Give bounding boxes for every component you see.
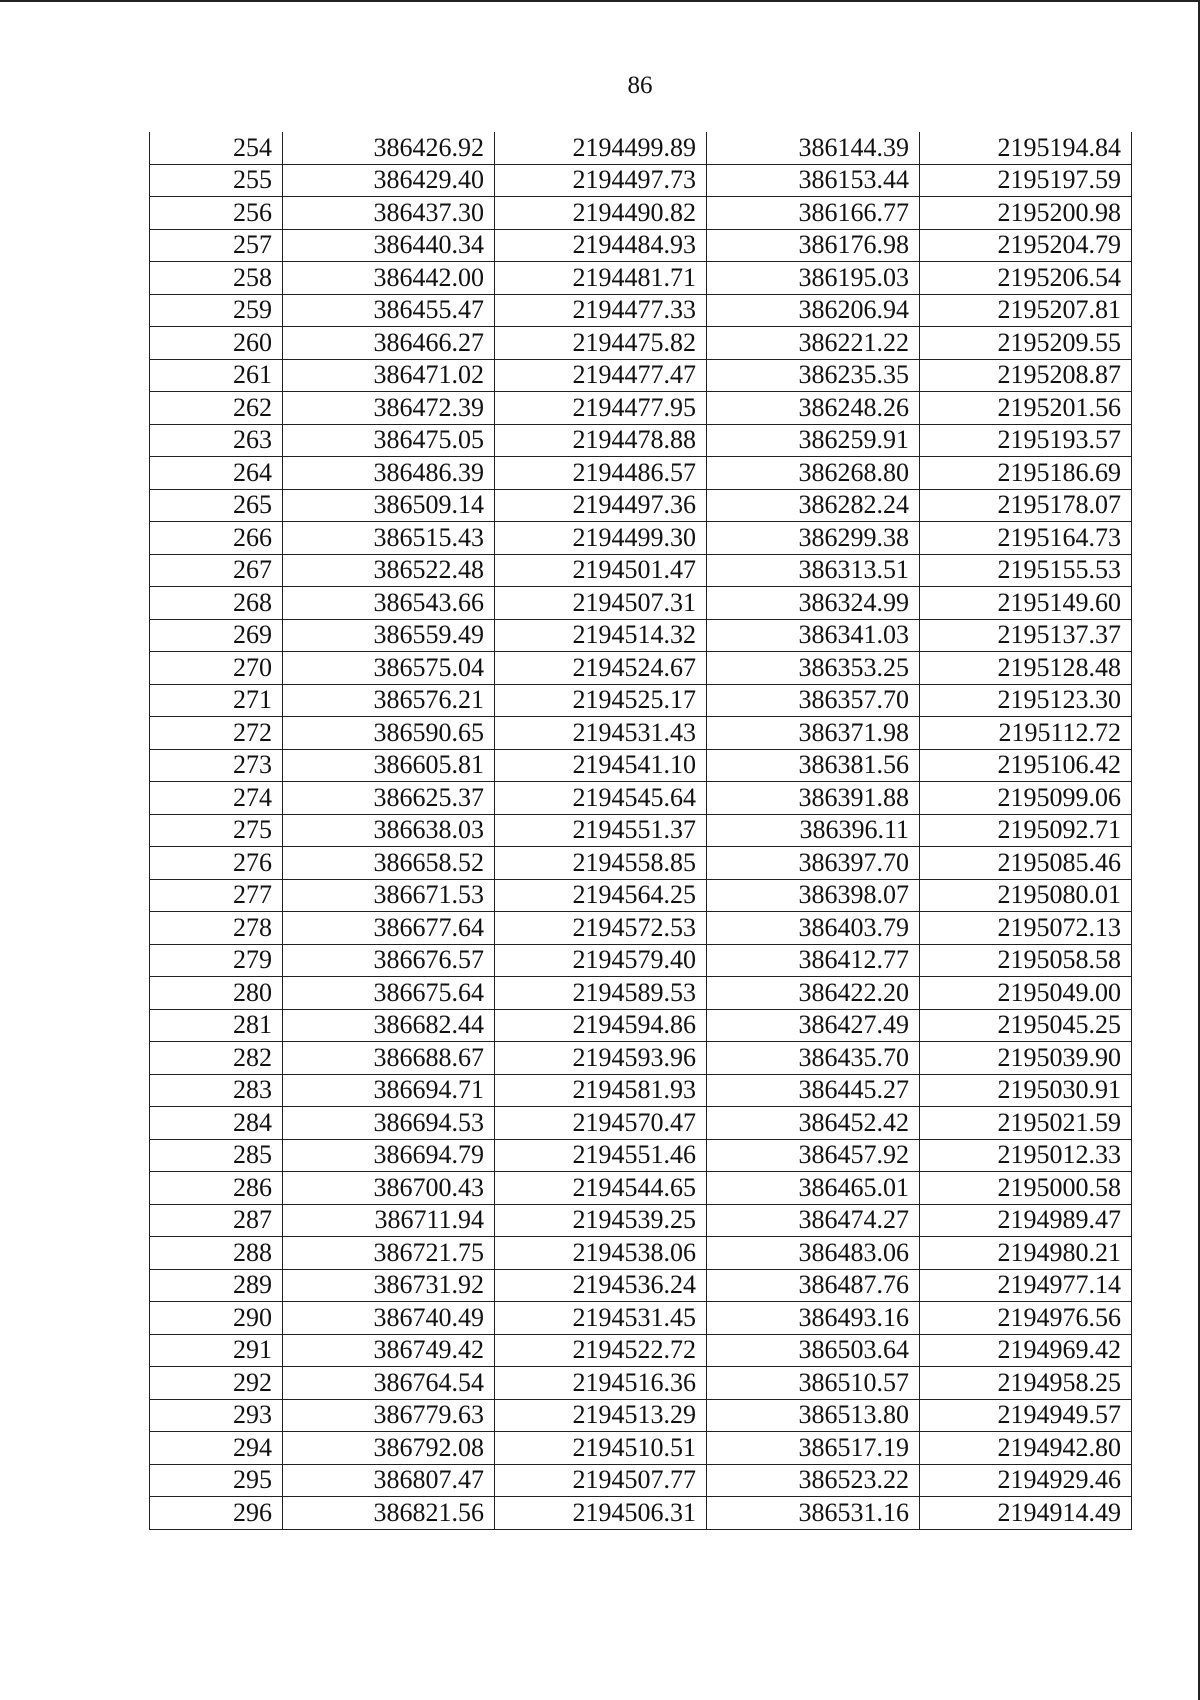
coord-y2-cell: 2195099.06 — [920, 782, 1132, 815]
coord-x2-cell: 386195.03 — [707, 262, 920, 295]
coord-y1-cell: 2194524.67 — [495, 652, 707, 685]
point-number-cell: 283 — [150, 1074, 283, 1107]
coord-y1-cell: 2194579.40 — [495, 944, 707, 977]
point-number-cell: 267 — [150, 554, 283, 587]
coord-x1-cell: 386658.52 — [283, 847, 495, 880]
point-number-cell: 280 — [150, 977, 283, 1010]
coord-x1-cell: 386466.27 — [283, 327, 495, 360]
coord-y2-cell: 2195049.00 — [920, 977, 1132, 1010]
point-number-cell: 264 — [150, 457, 283, 490]
coord-y2-cell: 2195209.55 — [920, 327, 1132, 360]
table-row — [150, 1399, 1132, 1432]
table-row — [150, 132, 1132, 164]
coord-y2-cell: 2195197.59 — [920, 164, 1132, 197]
table-row — [150, 1269, 1132, 1302]
coord-y1-cell: 2194544.65 — [495, 1172, 707, 1205]
point-number-cell: 291 — [150, 1334, 283, 1367]
coord-y1-cell: 2194551.37 — [495, 814, 707, 847]
coord-x1-cell: 386455.47 — [283, 294, 495, 327]
point-number-cell: 273 — [150, 749, 283, 782]
coord-y1-cell: 2194481.71 — [495, 262, 707, 295]
table-row — [150, 1497, 1132, 1530]
point-number-cell: 257 — [150, 229, 283, 262]
table-row — [150, 684, 1132, 717]
coord-x1-cell: 386429.40 — [283, 164, 495, 197]
coord-x2-cell: 386474.27 — [707, 1204, 920, 1237]
table-row — [150, 359, 1132, 392]
coord-y1-cell: 2194589.53 — [495, 977, 707, 1010]
coord-y1-cell: 2194486.57 — [495, 457, 707, 490]
point-number-cell: 270 — [150, 652, 283, 685]
coord-x2-cell: 386412.77 — [707, 944, 920, 977]
coord-y1-cell: 2194507.77 — [495, 1464, 707, 1497]
coord-y2-cell: 2195201.56 — [920, 392, 1132, 425]
coord-y2-cell: 2194949.57 — [920, 1399, 1132, 1432]
coord-y2-cell: 2195149.60 — [920, 587, 1132, 620]
coord-x1-cell: 386543.66 — [283, 587, 495, 620]
coord-x2-cell: 386445.27 — [707, 1074, 920, 1107]
page-top-edge — [0, 0, 1200, 2]
coord-x2-cell: 386513.80 — [707, 1399, 920, 1432]
coord-y1-cell: 2194570.47 — [495, 1107, 707, 1140]
coord-y2-cell: 2194989.47 — [920, 1204, 1132, 1237]
table-row — [150, 587, 1132, 620]
table-row — [150, 717, 1132, 750]
point-number-cell: 294 — [150, 1432, 283, 1465]
coord-x1-cell: 386472.39 — [283, 392, 495, 425]
coord-x1-cell: 386792.08 — [283, 1432, 495, 1465]
coord-y1-cell: 2194525.17 — [495, 684, 707, 717]
coord-x2-cell: 386144.39 — [707, 132, 920, 164]
coord-y2-cell: 2195039.90 — [920, 1042, 1132, 1075]
coord-y1-cell: 2194490.82 — [495, 197, 707, 230]
coord-y2-cell: 2195000.58 — [920, 1172, 1132, 1205]
coord-y1-cell: 2194510.51 — [495, 1432, 707, 1465]
coord-y2-cell: 2194980.21 — [920, 1237, 1132, 1270]
coord-x1-cell: 386688.67 — [283, 1042, 495, 1075]
coord-y1-cell: 2194475.82 — [495, 327, 707, 360]
coord-y2-cell: 2195128.48 — [920, 652, 1132, 685]
coord-y1-cell: 2194501.47 — [495, 554, 707, 587]
coord-x1-cell: 386625.37 — [283, 782, 495, 815]
table-row — [150, 1139, 1132, 1172]
table-row — [150, 749, 1132, 782]
coord-y1-cell: 2194514.32 — [495, 619, 707, 652]
coord-x2-cell: 386397.70 — [707, 847, 920, 880]
table-row — [150, 977, 1132, 1010]
coord-x2-cell: 386457.92 — [707, 1139, 920, 1172]
point-number-cell: 258 — [150, 262, 283, 295]
coord-x2-cell: 386398.07 — [707, 879, 920, 912]
coord-x2-cell: 386176.98 — [707, 229, 920, 262]
coord-x1-cell: 386711.94 — [283, 1204, 495, 1237]
coord-x1-cell: 386764.54 — [283, 1367, 495, 1400]
coord-y1-cell: 2194513.29 — [495, 1399, 707, 1432]
coord-y2-cell: 2195112.72 — [920, 717, 1132, 750]
coord-x1-cell: 386576.21 — [283, 684, 495, 717]
coord-x2-cell: 386510.57 — [707, 1367, 920, 1400]
coord-x2-cell: 386299.38 — [707, 522, 920, 555]
table-row — [150, 1107, 1132, 1140]
table-row — [150, 229, 1132, 262]
table-row — [150, 879, 1132, 912]
table-row — [150, 1009, 1132, 1042]
coord-y1-cell: 2194541.10 — [495, 749, 707, 782]
table-row — [150, 424, 1132, 457]
coord-y2-cell: 2195030.91 — [920, 1074, 1132, 1107]
coord-y2-cell: 2195092.71 — [920, 814, 1132, 847]
point-number-cell: 260 — [150, 327, 283, 360]
point-number-cell: 277 — [150, 879, 283, 912]
table-row — [150, 912, 1132, 945]
coord-x2-cell: 386268.80 — [707, 457, 920, 490]
point-number-cell: 279 — [150, 944, 283, 977]
coord-x1-cell: 386721.75 — [283, 1237, 495, 1270]
table-row — [150, 1074, 1132, 1107]
coord-y1-cell: 2194564.25 — [495, 879, 707, 912]
table-row — [150, 457, 1132, 490]
coordinate-table — [149, 132, 1132, 1530]
coord-y1-cell: 2194499.30 — [495, 522, 707, 555]
coord-x2-cell: 386517.19 — [707, 1432, 920, 1465]
coord-x1-cell: 386475.05 — [283, 424, 495, 457]
point-number-cell: 292 — [150, 1367, 283, 1400]
coord-x1-cell: 386486.39 — [283, 457, 495, 490]
coord-y1-cell: 2194484.93 — [495, 229, 707, 262]
coord-x1-cell: 386749.42 — [283, 1334, 495, 1367]
coord-y1-cell: 2194593.96 — [495, 1042, 707, 1075]
coord-x2-cell: 386487.76 — [707, 1269, 920, 1302]
coord-y1-cell: 2194477.95 — [495, 392, 707, 425]
table-row — [150, 164, 1132, 197]
coord-y1-cell: 2194551.46 — [495, 1139, 707, 1172]
coord-y1-cell: 2194478.88 — [495, 424, 707, 457]
coord-x1-cell: 386807.47 — [283, 1464, 495, 1497]
table-row — [150, 1204, 1132, 1237]
coord-x1-cell: 386677.64 — [283, 912, 495, 945]
coord-y1-cell: 2194545.64 — [495, 782, 707, 815]
coord-y2-cell: 2194942.80 — [920, 1432, 1132, 1465]
coord-x2-cell: 386313.51 — [707, 554, 920, 587]
coord-x2-cell: 386341.03 — [707, 619, 920, 652]
table-row — [150, 327, 1132, 360]
point-number-cell: 271 — [150, 684, 283, 717]
coord-x2-cell: 386523.22 — [707, 1464, 920, 1497]
point-number-cell: 263 — [150, 424, 283, 457]
coord-x1-cell: 386605.81 — [283, 749, 495, 782]
coord-y1-cell: 2194497.36 — [495, 489, 707, 522]
table-row — [150, 652, 1132, 685]
point-number-cell: 293 — [150, 1399, 283, 1432]
coord-x2-cell: 386396.11 — [707, 814, 920, 847]
point-number-cell: 286 — [150, 1172, 283, 1205]
coord-y2-cell: 2195204.79 — [920, 229, 1132, 262]
point-number-cell: 256 — [150, 197, 283, 230]
coord-y2-cell: 2194929.46 — [920, 1464, 1132, 1497]
point-number-cell: 255 — [150, 164, 283, 197]
coord-y1-cell: 2194531.43 — [495, 717, 707, 750]
coord-y1-cell: 2194581.93 — [495, 1074, 707, 1107]
point-number-cell: 288 — [150, 1237, 283, 1270]
coord-y1-cell: 2194477.47 — [495, 359, 707, 392]
coord-x2-cell: 386452.42 — [707, 1107, 920, 1140]
point-number-cell: 295 — [150, 1464, 283, 1497]
point-number-cell: 266 — [150, 522, 283, 555]
coord-x1-cell: 386590.65 — [283, 717, 495, 750]
coord-x2-cell: 386221.22 — [707, 327, 920, 360]
coord-x2-cell: 386493.16 — [707, 1302, 920, 1335]
coord-x1-cell: 386700.43 — [283, 1172, 495, 1205]
coord-x2-cell: 386503.64 — [707, 1334, 920, 1367]
point-number-cell: 254 — [150, 132, 283, 164]
page-number: 86 — [627, 72, 653, 99]
coord-y2-cell: 2195207.81 — [920, 294, 1132, 327]
table-row — [150, 1302, 1132, 1335]
coord-y2-cell: 2195194.84 — [920, 132, 1132, 164]
table-row — [150, 1367, 1132, 1400]
coord-x1-cell: 386575.04 — [283, 652, 495, 685]
table-row — [150, 522, 1132, 555]
coord-x2-cell: 386166.77 — [707, 197, 920, 230]
point-number-cell: 262 — [150, 392, 283, 425]
point-number-cell: 259 — [150, 294, 283, 327]
table-row — [150, 262, 1132, 295]
coord-y1-cell: 2194538.06 — [495, 1237, 707, 1270]
coord-y2-cell: 2195200.98 — [920, 197, 1132, 230]
table-row — [150, 294, 1132, 327]
coord-y1-cell: 2194497.73 — [495, 164, 707, 197]
coord-y1-cell: 2194506.31 — [495, 1497, 707, 1530]
coord-x1-cell: 386442.00 — [283, 262, 495, 295]
coord-y1-cell: 2194539.25 — [495, 1204, 707, 1237]
coord-y2-cell: 2195206.54 — [920, 262, 1132, 295]
coord-x1-cell: 386426.92 — [283, 132, 495, 164]
point-number-cell: 261 — [150, 359, 283, 392]
table-row — [150, 1042, 1132, 1075]
coord-x2-cell: 386353.25 — [707, 652, 920, 685]
coord-y2-cell: 2195021.59 — [920, 1107, 1132, 1140]
coord-y2-cell: 2195178.07 — [920, 489, 1132, 522]
coord-x1-cell: 386731.92 — [283, 1269, 495, 1302]
coord-x1-cell: 386694.71 — [283, 1074, 495, 1107]
table-row — [150, 554, 1132, 587]
coord-x1-cell: 386821.56 — [283, 1497, 495, 1530]
table-row — [150, 1334, 1132, 1367]
point-number-cell: 272 — [150, 717, 283, 750]
coord-y2-cell: 2195137.37 — [920, 619, 1132, 652]
coord-y2-cell: 2194914.49 — [920, 1497, 1132, 1530]
table-row — [150, 944, 1132, 977]
coord-y2-cell: 2195106.42 — [920, 749, 1132, 782]
coord-x2-cell: 386381.56 — [707, 749, 920, 782]
coord-y1-cell: 2194536.24 — [495, 1269, 707, 1302]
coord-y1-cell: 2194558.85 — [495, 847, 707, 880]
coord-x2-cell: 386153.44 — [707, 164, 920, 197]
coord-x2-cell: 386235.35 — [707, 359, 920, 392]
coord-y2-cell: 2195208.87 — [920, 359, 1132, 392]
coord-y2-cell: 2195058.58 — [920, 944, 1132, 977]
coord-x2-cell: 386531.16 — [707, 1497, 920, 1530]
point-number-cell: 296 — [150, 1497, 283, 1530]
point-number-cell: 274 — [150, 782, 283, 815]
coord-x1-cell: 386559.49 — [283, 619, 495, 652]
coord-x2-cell: 386371.98 — [707, 717, 920, 750]
coord-y1-cell: 2194499.89 — [495, 132, 707, 164]
point-number-cell: 284 — [150, 1107, 283, 1140]
coord-y2-cell: 2195072.13 — [920, 912, 1132, 945]
coord-y2-cell: 2195164.73 — [920, 522, 1132, 555]
coord-x1-cell: 386682.44 — [283, 1009, 495, 1042]
point-number-cell: 287 — [150, 1204, 283, 1237]
table-row — [150, 1464, 1132, 1497]
coord-y2-cell: 2195186.69 — [920, 457, 1132, 490]
point-number-cell: 269 — [150, 619, 283, 652]
table-row — [150, 197, 1132, 230]
point-number-cell: 278 — [150, 912, 283, 945]
coord-x2-cell: 386248.26 — [707, 392, 920, 425]
point-number-cell: 268 — [150, 587, 283, 620]
coord-x1-cell: 386675.64 — [283, 977, 495, 1010]
coord-x1-cell: 386437.30 — [283, 197, 495, 230]
table-row — [150, 814, 1132, 847]
coord-y2-cell: 2195155.53 — [920, 554, 1132, 587]
coord-x1-cell: 386676.57 — [283, 944, 495, 977]
coord-y1-cell: 2194477.33 — [495, 294, 707, 327]
coord-x1-cell: 386509.14 — [283, 489, 495, 522]
coord-y2-cell: 2194976.56 — [920, 1302, 1132, 1335]
point-number-cell: 265 — [150, 489, 283, 522]
coord-x1-cell: 386440.34 — [283, 229, 495, 262]
coord-y1-cell: 2194531.45 — [495, 1302, 707, 1335]
coord-y2-cell: 2195085.46 — [920, 847, 1132, 880]
table-row — [150, 1237, 1132, 1270]
coord-x1-cell: 386779.63 — [283, 1399, 495, 1432]
point-number-cell: 289 — [150, 1269, 283, 1302]
coord-x1-cell: 386740.49 — [283, 1302, 495, 1335]
coord-y1-cell: 2194516.36 — [495, 1367, 707, 1400]
coord-y2-cell: 2195193.57 — [920, 424, 1132, 457]
point-number-cell: 275 — [150, 814, 283, 847]
coord-y2-cell: 2195080.01 — [920, 879, 1132, 912]
table-row — [150, 392, 1132, 425]
coord-y2-cell: 2195012.33 — [920, 1139, 1132, 1172]
table-row — [150, 847, 1132, 880]
coord-x2-cell: 386324.99 — [707, 587, 920, 620]
coord-y1-cell: 2194522.72 — [495, 1334, 707, 1367]
table-row — [150, 489, 1132, 522]
coord-x2-cell: 386206.94 — [707, 294, 920, 327]
coord-x1-cell: 386694.53 — [283, 1107, 495, 1140]
coord-x1-cell: 386471.02 — [283, 359, 495, 392]
point-number-cell: 285 — [150, 1139, 283, 1172]
coord-x2-cell: 386357.70 — [707, 684, 920, 717]
table-row — [150, 619, 1132, 652]
coord-y2-cell: 2194958.25 — [920, 1367, 1132, 1400]
table-row — [150, 782, 1132, 815]
coord-x2-cell: 386422.20 — [707, 977, 920, 1010]
coord-x2-cell: 386435.70 — [707, 1042, 920, 1075]
table-body — [150, 132, 1132, 1529]
coord-x1-cell: 386522.48 — [283, 554, 495, 587]
coord-y2-cell: 2194977.14 — [920, 1269, 1132, 1302]
point-number-cell: 290 — [150, 1302, 283, 1335]
table-row — [150, 1172, 1132, 1205]
coord-y2-cell: 2195045.25 — [920, 1009, 1132, 1042]
coord-x2-cell: 386391.88 — [707, 782, 920, 815]
coord-x2-cell: 386259.91 — [707, 424, 920, 457]
coord-x2-cell: 386403.79 — [707, 912, 920, 945]
coord-y2-cell: 2194969.42 — [920, 1334, 1132, 1367]
coord-x2-cell: 386282.24 — [707, 489, 920, 522]
coord-x1-cell: 386694.79 — [283, 1139, 495, 1172]
coord-y1-cell: 2194594.86 — [495, 1009, 707, 1042]
coord-x2-cell: 386465.01 — [707, 1172, 920, 1205]
point-number-cell: 276 — [150, 847, 283, 880]
coord-y1-cell: 2194507.31 — [495, 587, 707, 620]
coord-x1-cell: 386671.53 — [283, 879, 495, 912]
coord-y2-cell: 2195123.30 — [920, 684, 1132, 717]
coord-y1-cell: 2194572.53 — [495, 912, 707, 945]
point-number-cell: 281 — [150, 1009, 283, 1042]
point-number-cell: 282 — [150, 1042, 283, 1075]
coord-x1-cell: 386515.43 — [283, 522, 495, 555]
table-row — [150, 1432, 1132, 1465]
coord-x2-cell: 386427.49 — [707, 1009, 920, 1042]
coord-x2-cell: 386483.06 — [707, 1237, 920, 1270]
coord-x1-cell: 386638.03 — [283, 814, 495, 847]
